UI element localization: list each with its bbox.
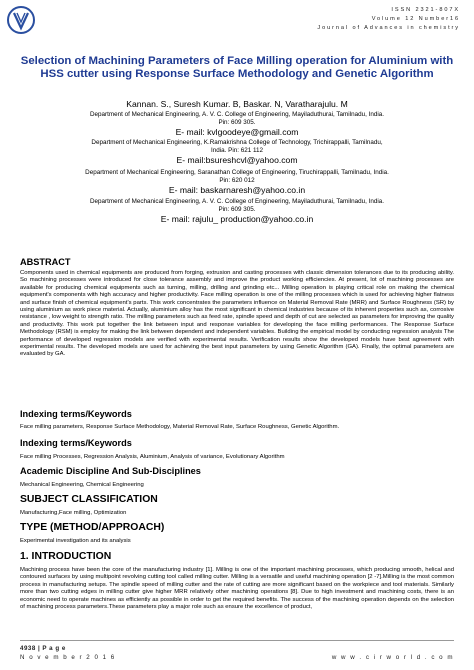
journal-header <box>317 6 460 33</box>
method-text: Experimental investigation and its analysis <box>20 538 131 544</box>
subject-classification-heading: SUBJECT CLASSIFICATION <box>20 494 158 505</box>
discipline-heading: Academic Discipline And Sub-Disciplines <box>20 466 201 476</box>
footer-divider <box>20 640 454 641</box>
paper-title: Selection of Machining Parameters of Face Milling operation for Aluminium with HSS cutter using Response Surface Methodology and Genetic Algorithm <box>20 55 454 80</box>
affiliation-line: Department of Mechanical Engineering, K.Ramakrishna College of Technology, Trichirappalli, Tamilnadu, <box>91 139 383 146</box>
introduction-heading: 1. INTRODUCTION <box>20 551 112 562</box>
author-email: E- mail: kvlgoodeye@gmail.com <box>175 127 299 137</box>
subject-classification-text: Manufacturing,Face milling, Optimization <box>20 510 127 516</box>
abstract-text: Components used in chemical equipments are produced from forging, extrusion and casting processes with classic dimension tolerances due to its producing ability. So machining processes were introduced for close tolerance assembly and improve the product working efficiencies. At present, lot of machining processes are available for producing chemical equipments such as turning, milling, drilling and grinding etc... Milling operation is playing critical role on making the chemical equipment's components with high accuracy and higher productivity. Face milling operation is one of the milling processes which is used for achieving higher flatness and surface finish of chemical equipment's parts. This work concentrates the parameters influence on Material Removal Rate (MRR) and Surface Roughness (SR) by using aluminium as work piece material. Actually, aluminium alloy has the most significant in chemical industries because of its inherent properties such as, corrosive resistance , low weight to strength ratio. The milling parameters such as feed rate, spindle speed and depth of cut are selected as parameters for improving the quality and productivity. This work put together the link between input and response variables for developing the face milling performances. The Response Surface Methodology (RSM) is employ for making the link between dependent and independent variables. Building the empirical model by conducting regression analysis The performance of developed regression models are verified with experimental results. Verification results show the developed models have best agreement with experimental results. The developed models are used for achieving the best input parameters by using Genetic Algorithm (GA). Finally, the optimal parameters are evaluated by GA. <box>20 270 454 358</box>
affiliation-3 <box>18 169 456 195</box>
author-email: E- mail:bsureshcvl@yahoo.com <box>176 155 298 165</box>
affiliation-line: Pin: 609 305. <box>218 206 256 213</box>
affiliation-line: Pin: 620 012 <box>219 177 255 184</box>
journal-name: Journal of Advances in chemistry <box>317 25 460 31</box>
affiliation-line: Department of Mechanical Engineering, Saranathan College of Engineering, Tiruchirappalli, Tamilnadu, India. <box>85 169 389 176</box>
keywords-heading: Indexing terms/Keywords <box>20 409 132 419</box>
footer-date: N o v e m b e r 2 0 1 6 <box>20 654 116 661</box>
keywords-text: Face milling Processes, Regression Analysis, Aluminium, Analysis of variance, Evolutionary Algorithm <box>20 454 285 460</box>
affiliation-line: Department of Mechanical Engineering, A. V. C. College of Engineering, Mayiladuthurai, Tamilnadu, India. <box>89 111 385 118</box>
affiliation-2 <box>18 139 456 165</box>
journal-logo-icon <box>6 4 36 36</box>
author-list: Kannan. S., Suresh Kumar. B, Baskar. N, Varatharajulu. M <box>126 99 348 109</box>
author-email: E- mail: baskarnaresh@yahoo.co.in <box>168 185 306 195</box>
method-heading: TYPE (METHOD/APPROACH) <box>20 522 165 533</box>
discipline-text: Mechanical Engineering, Chemical Engineering <box>20 482 144 488</box>
introduction-text: Machining process have been the core of the manufacturing industry [1]. Milling is one of the important machining processes, which producing smooth, helical and contoured surfaces by using multipoint revolving cutting tool called milling cutter. Milling is a versatile and useful machining operation [2 -7].Milling is the most common process in manufacturing setups. The spindle speed of milling cutter and the rate of cutting are more significant based on the workpiece and tool materials. Similarly more than two cutting edges in milling cutter give higher MRR relatively other machining operations [8]. Due to high investment and machining costs, there is an economic need to operate machines as efficiently as possible in order to get the required benefits. The success of the machining operation depends on the selection of machining process parameters.These parameters play a major role such as ensure the excellence of product, <box>20 567 454 611</box>
affiliation-line: Pin: 609 305. <box>218 119 256 126</box>
affiliation-4 <box>18 198 456 224</box>
affiliation-line: Department of Mechanical Engineering, A. V. C. College of Engineering, Mayiladuthurai, Tamilnadu, India. <box>89 198 385 205</box>
affiliation-line: India. Pin: 621 112 <box>210 147 264 154</box>
journal-issn: ISSN 2321-807X <box>391 7 460 13</box>
footer-website: w w w . c i r w o r l d . c o m <box>331 654 454 661</box>
keywords-text: Face milling parameters, Response Surface Methodology, Material Removal Rate, Surface Roughness, Genetic Algorithm. <box>20 424 340 430</box>
affiliation-1 <box>18 111 456 137</box>
page-number: 4938 | P a g e <box>20 645 66 652</box>
journal-volume: Volume 12 Number16 <box>371 16 460 22</box>
keywords-heading: Indexing terms/Keywords <box>20 438 132 448</box>
author-email: E- mail: rajulu_ production@yahoo.co.in <box>160 214 314 224</box>
abstract-heading: ABSTRACT <box>20 257 71 267</box>
